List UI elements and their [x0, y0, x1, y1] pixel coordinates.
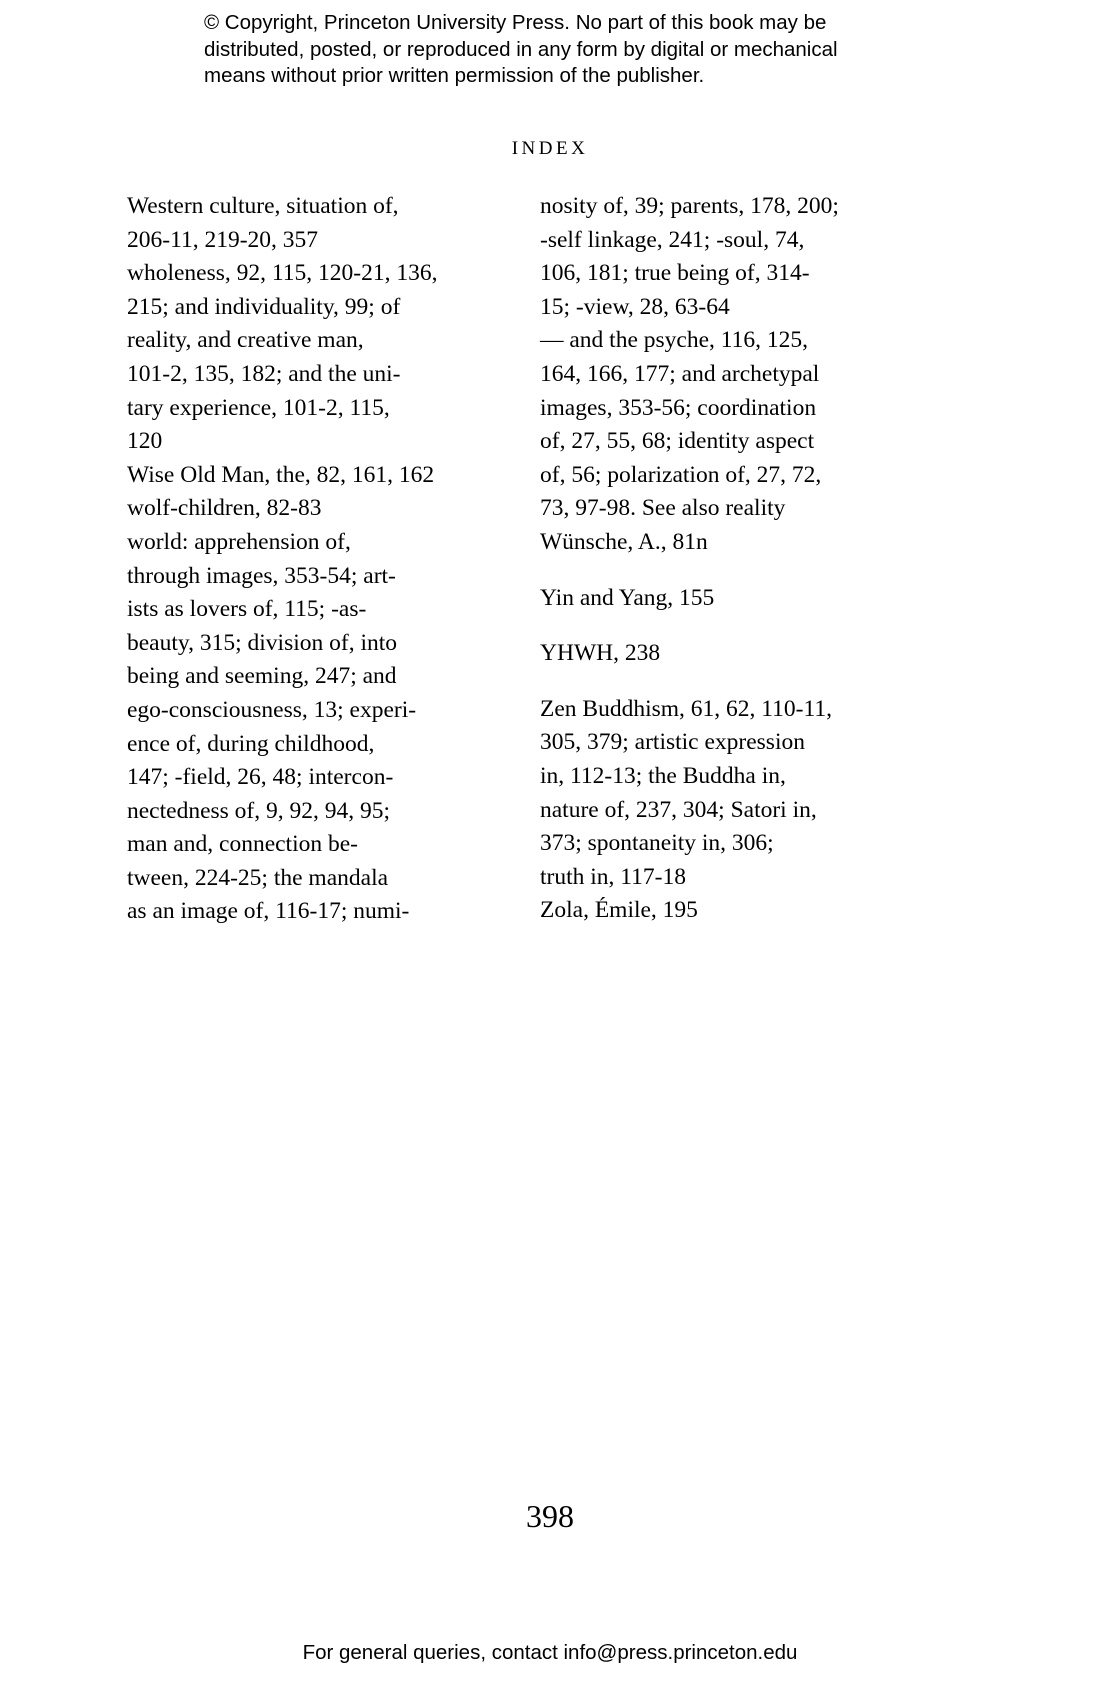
entry-line: of, 27, 55, 68; identity aspect: [540, 428, 815, 455]
entry-line: nosity of, 39; parents, 178, 200;: [540, 193, 839, 219]
index-entry: [540, 582, 925, 616]
entry-line: as an image of, 116-17; numi-: [127, 898, 410, 925]
index-entry: [127, 492, 512, 526]
entry-line: Wünsche, A., 81n: [540, 528, 708, 555]
index-entry: [127, 526, 512, 929]
entry-line: nectedness of, 9, 92, 94, 95;: [127, 797, 391, 824]
entry-line: Wise Old Man, the, 82, 161, 162: [127, 461, 435, 488]
entry-line: 101-2, 135, 182; and the uni-: [127, 360, 401, 387]
entry-line: 215; and individuality, 99; of: [127, 293, 401, 320]
entry-line: in, 112-13; the Buddha in,: [540, 762, 786, 789]
entry-line: world: apprehension of,: [127, 528, 351, 555]
entry-line: wolf-children, 82-83: [127, 495, 322, 522]
index-entry: [540, 526, 925, 560]
entry-line: tary experience, 101-2, 115,: [127, 394, 390, 421]
index-entry: [127, 459, 512, 493]
index-entry: [540, 190, 925, 324]
entry-line: tween, 224-25; the mandala: [127, 864, 389, 891]
entry-line: 147; -field, 26, 48; intercon-: [127, 764, 394, 791]
entry-line: 164, 166, 177; and archetypal: [540, 360, 820, 387]
entry-line: reality, and creative man,: [127, 327, 364, 354]
entry-line: 373; spontaneity in, 306;: [540, 830, 774, 857]
entry-line: Yin and Yang, 155: [540, 584, 715, 611]
copyright-line: © Copyright, Princeton University Press. No part of this book may be: [204, 11, 827, 34]
index-entry: [540, 324, 925, 526]
entry-line: nature of, 237, 304; Satori in,: [540, 796, 817, 823]
entry-line: ence of, during childhood,: [127, 730, 375, 757]
entry-line: wholeness, 92, 115, 120-21, 136,: [127, 260, 438, 287]
entry-line: 73, 97-98. See also reality: [540, 495, 786, 522]
entry-line: images, 353-56; coordination: [540, 394, 817, 421]
entry-line: ists as lovers of, 115; -as-: [127, 596, 367, 623]
entry-line: truth in, 117-18: [540, 863, 686, 890]
copyright-line: means without prior written permission of the publisher.: [204, 64, 705, 87]
entry-line: ego-consciousness, 13; experi-: [127, 696, 417, 723]
index-entry: [540, 637, 925, 671]
entry-line: beauty, 315; division of, into: [127, 629, 398, 656]
entry-line: 106, 181; true being of, 314-: [540, 260, 810, 287]
entry-line: -self linkage, 241; -soul, 74,: [540, 226, 805, 253]
entry-line: YHWH, 238: [540, 640, 661, 667]
entry-line: being and seeming, 247; and: [127, 663, 397, 690]
index-entry: [540, 894, 925, 928]
index-entry: [127, 190, 512, 257]
index-column-right: [540, 190, 925, 928]
entry-line: Zen Buddhism, 61, 62, 110-11,: [540, 695, 832, 722]
copyright-notice: [204, 10, 924, 90]
entry-line: 120: [127, 428, 163, 455]
page-number: 398: [526, 1498, 574, 1534]
running-head: INDEX: [511, 138, 589, 159]
footer-contact: For general queries, contact info@press.princeton.edu: [302, 1641, 798, 1664]
index-column-left: [127, 190, 512, 929]
entry-line: of, 56; polarization of, 27, 72,: [540, 461, 822, 488]
entry-line: 206-11, 219-20, 357: [127, 226, 319, 253]
entry-line: through images, 353-54; art-: [127, 562, 396, 589]
entry-line: 15; -view, 28, 63-64: [540, 293, 730, 320]
entry-line: Western culture, situation of,: [127, 193, 399, 219]
index-entry: [127, 257, 512, 459]
copyright-line: distributed, posted, or reproduced in any form by digital or mechanical: [204, 37, 838, 61]
entry-line: man and, connection be-: [127, 831, 358, 858]
index-entry: [540, 693, 925, 895]
entry-line: 305, 379; artistic expression: [540, 729, 805, 756]
entry-line: Zola, Émile, 195: [540, 897, 698, 924]
entry-line: — and the psyche, 116, 125,: [540, 327, 809, 354]
